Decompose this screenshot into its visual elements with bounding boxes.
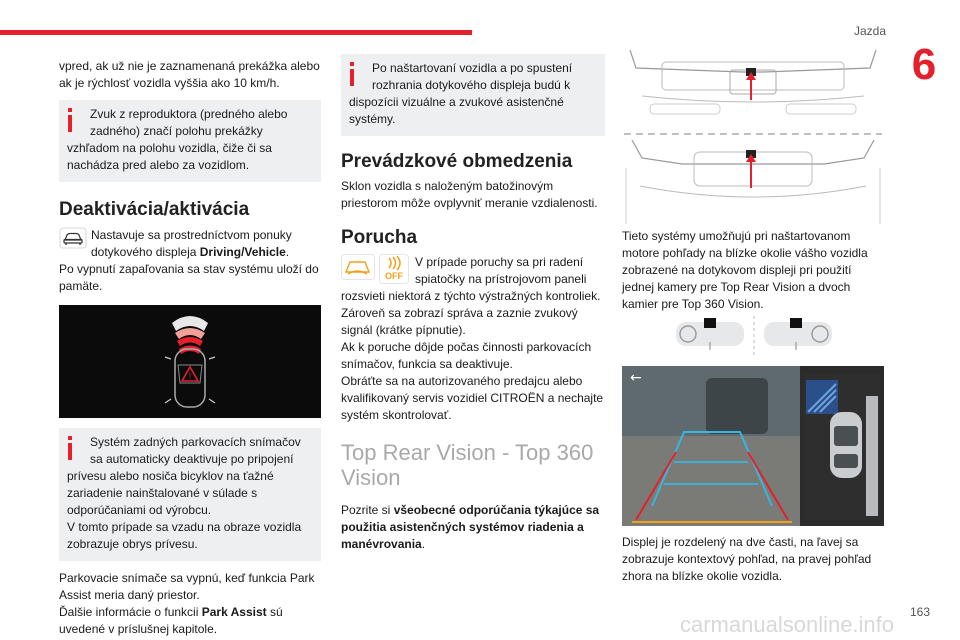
heading-fault: Porucha	[341, 227, 418, 248]
watermark: carmanualsonline.info	[680, 612, 895, 637]
split-display-paragraph: Displej je rozdelený na dve časti, na ľavej sa zobrazuje kontextový pohľad, na pravej pohľad zhora na blízke okolie vozidla.	[622, 535, 872, 583]
note-text-cont: vzhľadom na polohu vozidla, čiže či sa nachádza pred alebo za vozidlom.	[67, 141, 272, 172]
park-assist-paragraph: Parkovacie snímače sa vypnú, keď funkcia Park Assist meria daný priestor.	[59, 571, 315, 602]
section-title: Jazda	[853, 24, 886, 38]
cameras-paragraph: Tieto systémy umožňujú pri naštartovanom motore pohľady na blízke okolie vášho vozidla zobrazené na dotykovom displeji pri použití jednej kamery pre Top Rear Vision a dvoch kamier pre Top 360 Vision.	[622, 229, 868, 311]
info-icon	[68, 436, 72, 460]
fault-paragraph: rozsvieti niektorá z týchto výstražných kontroliek. Zároveň sa zobrazí správa a zaznie zvukový signál (krátke pípnutie).	[341, 289, 601, 337]
note-text: Systém zadných parkovacích snímačov sa automaticky deaktivuje po pripojení	[90, 435, 301, 466]
note-text: Po naštartovaní vozidla a po spustení rozhrania dotykového displeja budú k	[372, 61, 573, 92]
rear-camera-display	[622, 366, 884, 526]
menu-text-end: .	[285, 245, 290, 259]
fault-deactivate: Ak k poruche dôjde počas činnosti parkovacích snímačov, funkcia sa deaktivuje.	[341, 340, 592, 371]
driving-vehicle-row	[59, 227, 321, 261]
memory-paragraph: Po vypnutí zapaľovania sa stav systému uloží do pamäte.	[59, 262, 319, 293]
info-note-trailer	[59, 428, 321, 561]
info-icon	[68, 108, 72, 132]
fault-row	[341, 254, 605, 288]
text: Ďalšie informácie o funkcii	[59, 605, 202, 619]
chapter-number: 6	[911, 40, 937, 89]
note-text-trailer-outline: V tomto prípade sa vzadu na obraze vozidla zobrazuje obrys prívesu.	[67, 520, 302, 551]
svg-text:←: ←	[630, 370, 642, 386]
text: sú uvedené v príslušnej kapitole.	[59, 605, 283, 636]
note-text-cont: dispozícii vizuálne a zvukové asistenčné systémy.	[349, 95, 564, 126]
camera-options-diagram	[674, 316, 834, 356]
camera-location-diagram	[622, 48, 884, 224]
limitations-paragraph: Sklon vozidla s naloženým batožinovým priestorom môže ovplyvniť meranie vzdialenosti.	[341, 179, 598, 210]
intro-paragraph: vpred, ak už nie je zaznamenaná prekážka alebo ak je rýchlosť vozidla vyššia ako 10 km/h.	[59, 59, 320, 90]
heading-deactivation: Deaktivácia/aktivácia	[59, 199, 250, 220]
note-text: Zvuk z reproduktora (predného alebo zadného) značí polohu prekážky	[90, 107, 288, 138]
fault-intro: V prípade poruchy sa pri radení spiatočky na prístrojovom paneli	[415, 255, 587, 286]
column-2	[341, 48, 605, 553]
column-1	[59, 48, 321, 638]
heading-top-rear-vision: Top Rear Vision - Top 360 Vision	[341, 440, 594, 490]
info-note-speaker	[59, 100, 321, 182]
heading-limitations: Prevádzkové obmedzenia	[341, 151, 573, 172]
svg-text:!: !	[188, 371, 192, 381]
info-icon	[350, 62, 354, 86]
car-settings-icon	[59, 227, 87, 249]
text: .	[421, 537, 426, 551]
recommendations-link: všeobecné odporúčania týkajúce sa použitia asistenčných systémov riadenia a manévrovania	[341, 503, 600, 551]
parking-sensor-image	[59, 305, 321, 418]
off-label: OFF	[385, 271, 403, 281]
parking-off-icon	[379, 254, 409, 284]
page-number: 163	[909, 605, 930, 619]
menu-driving-vehicle: Driving/Vehicle	[199, 245, 286, 259]
header-red-bar	[0, 30, 472, 35]
park-assist-more-info	[59, 604, 321, 638]
see-recommendations	[341, 502, 605, 553]
menu-text: Nastavuje sa prostredníctvom ponuky dotykového displeja	[91, 228, 292, 259]
parking-warning-icon	[341, 254, 375, 280]
park-assist-label: Park Assist	[201, 605, 267, 619]
note-text-cont: prívesu alebo nosiča bicyklov na ťažné zariadenie nainštalované v súlade s odporúčaniami od výrobcu.	[67, 469, 274, 517]
fault-dealer: Obráťte sa na autorizovaného predajcu alebo kvalifikovaný servis vozidiel CITROËN a nechajte systém skontrolovať.	[341, 374, 604, 422]
text: Pozrite si	[341, 503, 394, 517]
info-note-startup	[341, 54, 605, 136]
